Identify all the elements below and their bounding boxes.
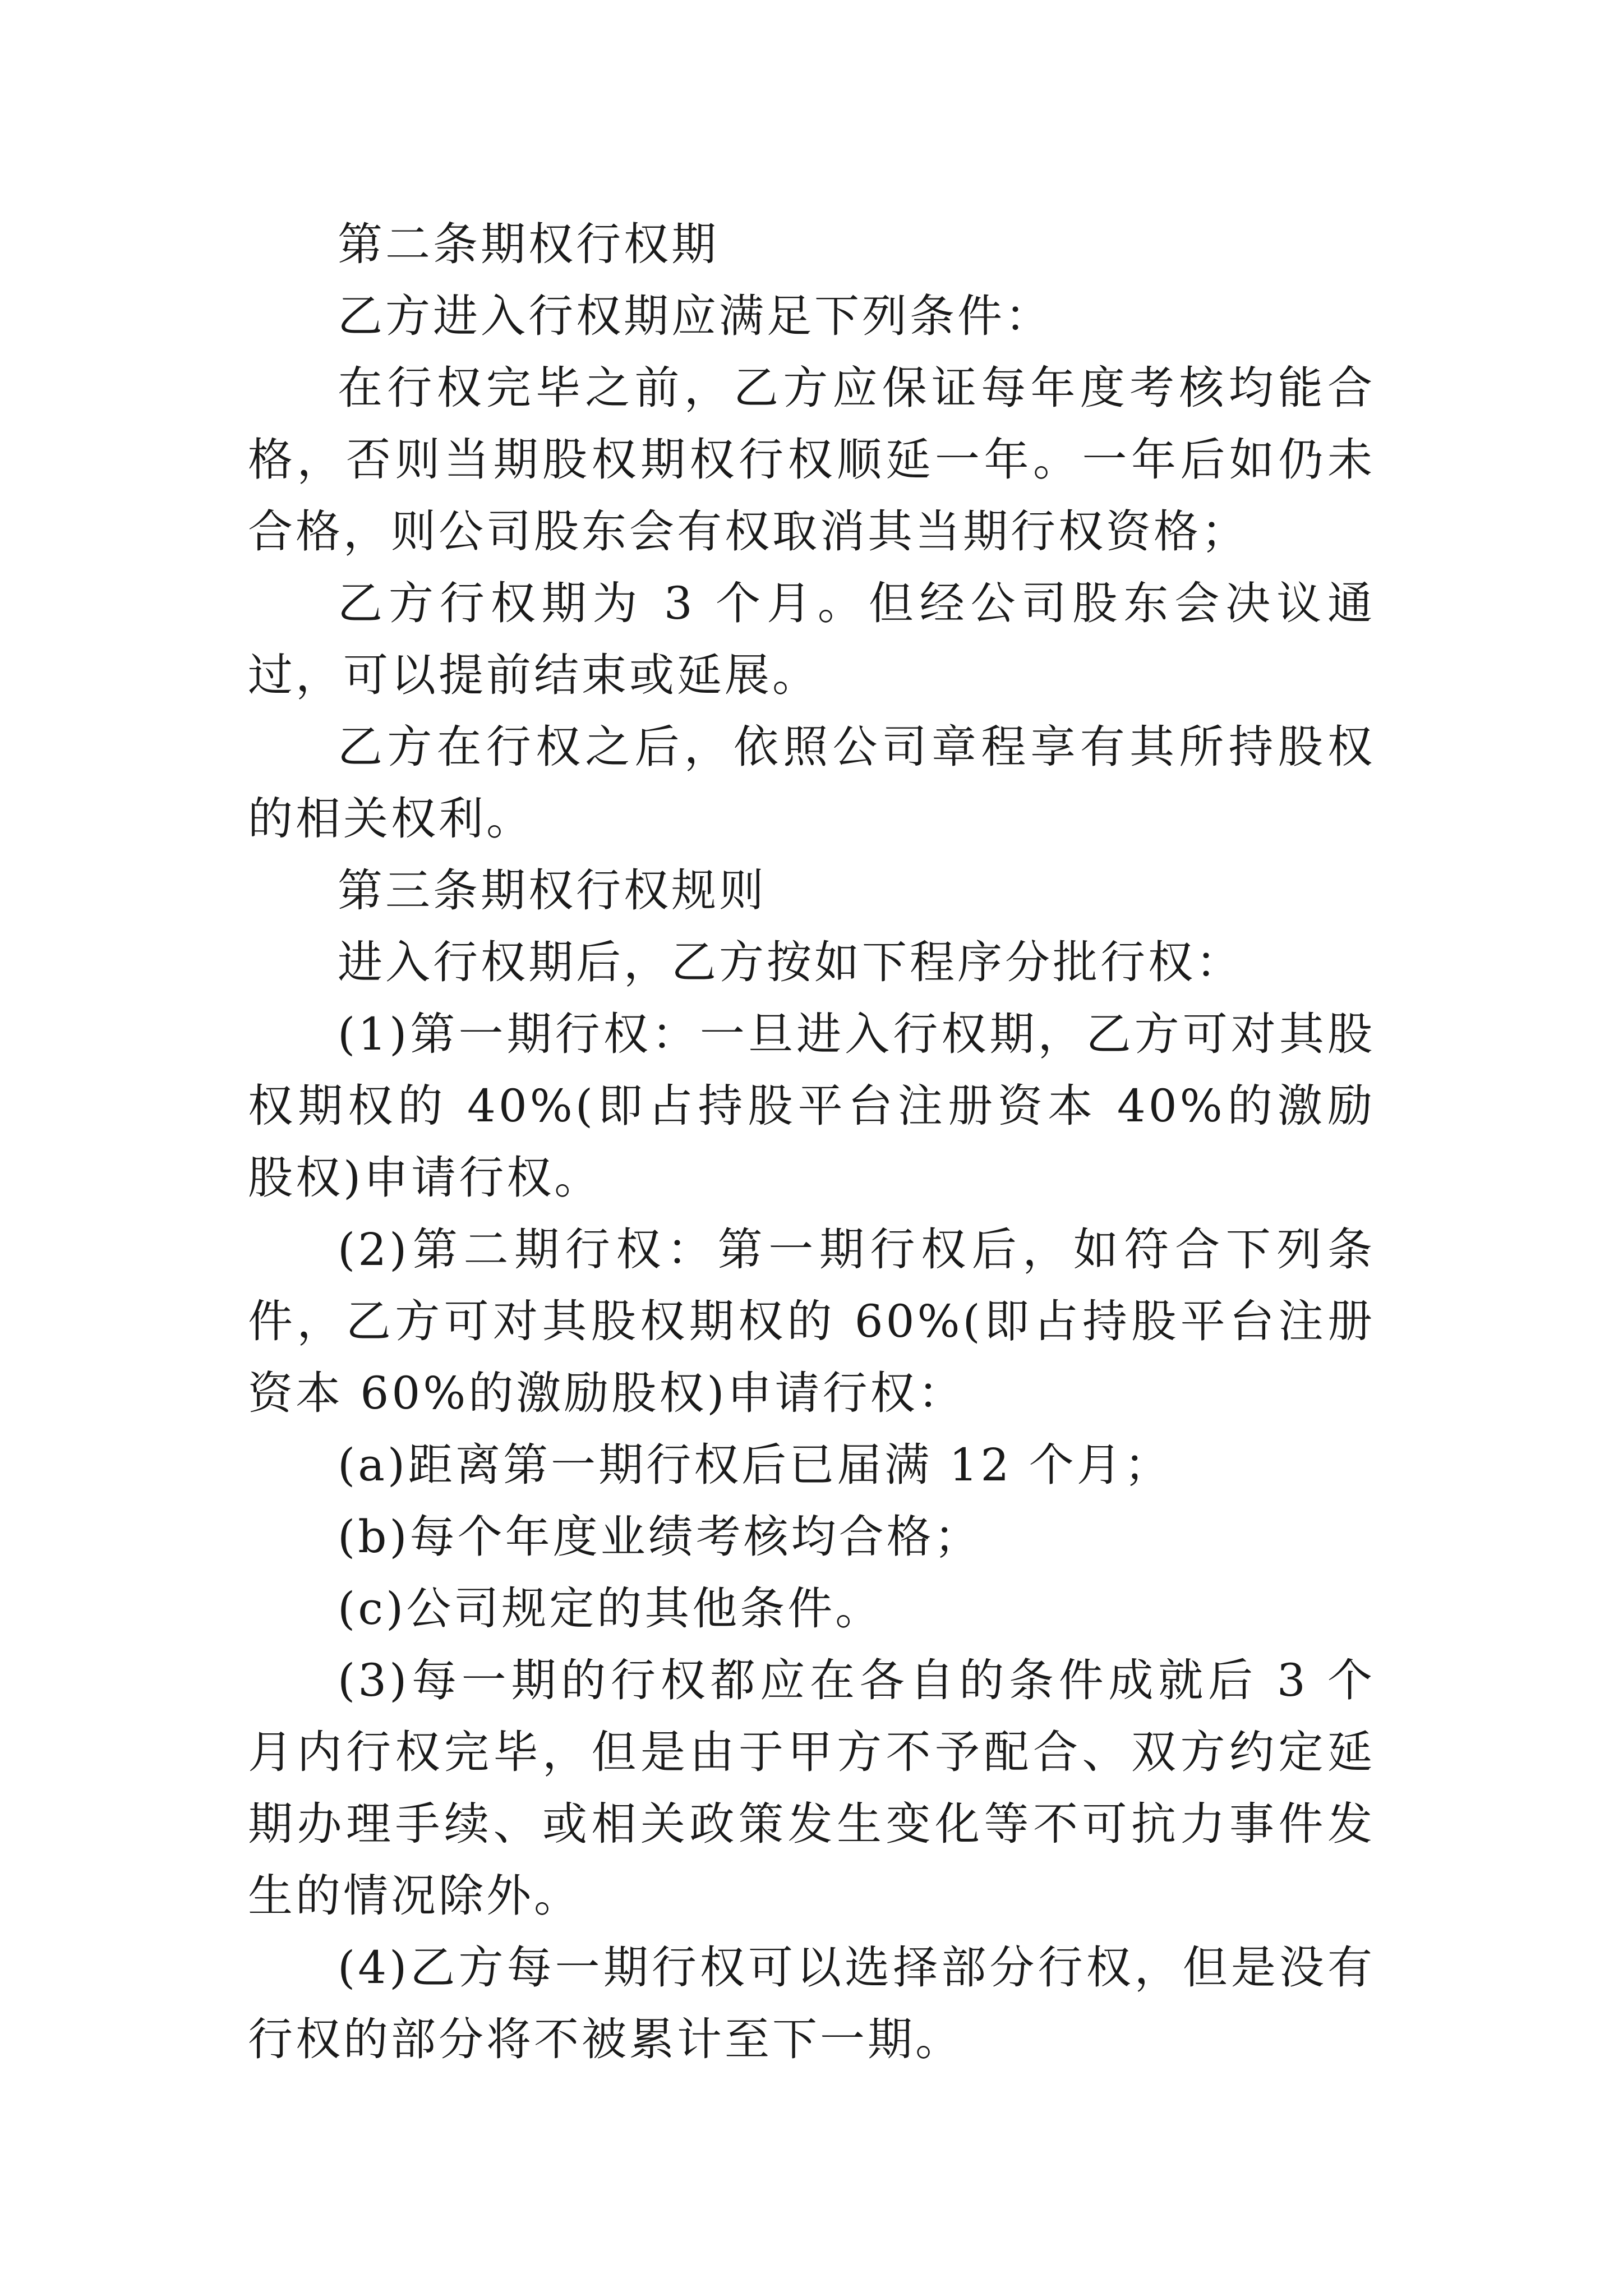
list-item: (3)每一期的行权都应在各自的条件成就后 3 个月内行权完毕，但是由于甲方不予配合、双方约定延期办理手续、或相关政策发生变化等不可抗力事件发生的情况除外。 bbox=[248, 1654, 1375, 1922]
paragraph: 进入行权期后，乙方按如下程序分批行权： bbox=[338, 936, 1243, 988]
paragraph: 乙方进入行权期应满足下列条件： bbox=[338, 290, 1053, 342]
list-item: (2)第二期行权：第一期行权后，如符合下列条件，乙方可对其股权期权的 60%(即占持股平台注册资本 60%的激励股权)申请行权： bbox=[248, 1223, 1375, 1419]
heading-article-3: 第三条期权行权规则 bbox=[338, 864, 767, 917]
list-item: (1)第一期行权：一旦进入行权期，乙方可对其股权期权的 40%(即占持股平台注册资本 40%的激励股权)申请行权。 bbox=[248, 1008, 1375, 1204]
sub-list-item: (b)每个年度业绩考核均合格； bbox=[338, 1511, 982, 1563]
list-item: (4)乙方每一期行权可以选择部分行权，但是没有行权的部分将不被累计至下一期。 bbox=[248, 1941, 1375, 2065]
sub-list-item: (a)距离第一期行权后已届满 12 个月； bbox=[338, 1439, 1172, 1491]
document-body bbox=[248, 209, 1375, 2076]
paragraph: 在行权完毕之前，乙方应保证每年度考核均能合格，否则当期股权期权行权顺延一年。一年后如仍未合格，则公司股东会有权取消其当期行权资格； bbox=[248, 362, 1375, 558]
paragraph: 乙方行权期为 3 个月。但经公司股东会决议通过，可以提前结束或延展。 bbox=[248, 577, 1375, 701]
sub-list-item: (c)公司规定的其他条件。 bbox=[338, 1582, 883, 1635]
heading-article-2: 第二条期权行权期 bbox=[338, 218, 719, 270]
paragraph: 乙方在行权之后，依照公司章程享有其所持股权的相关权利。 bbox=[248, 721, 1375, 845]
